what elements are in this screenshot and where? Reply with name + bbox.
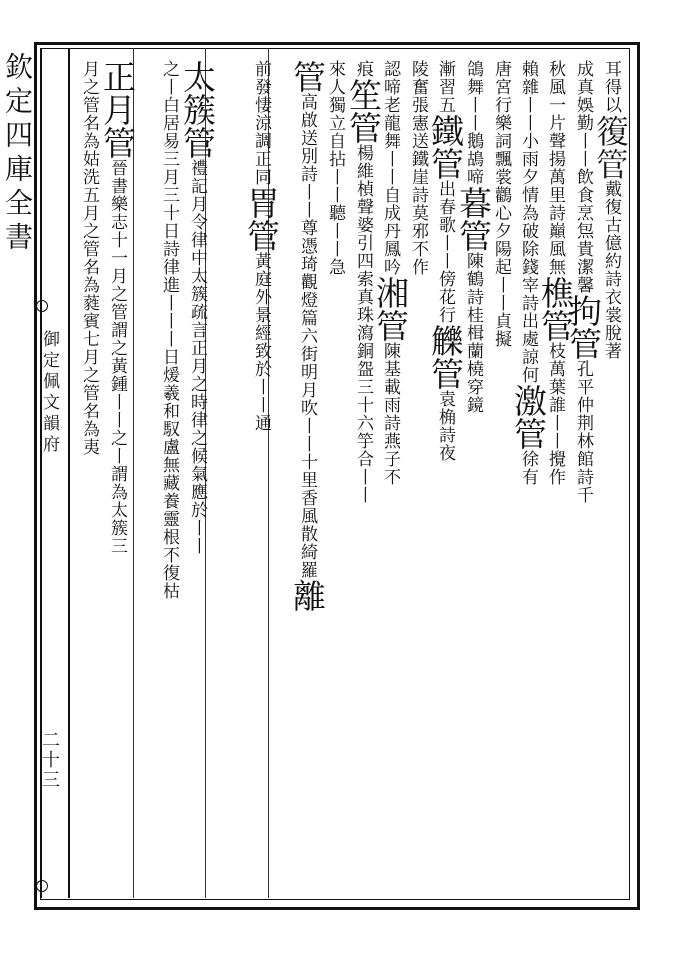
column-text: 張憲送鐵崖詩莫邪不作 <box>408 96 428 276</box>
column-text: 錢宰詩出處諒何 <box>518 258 538 384</box>
margin-title: 御定佩文韻府 <box>39 330 59 456</box>
headword: 鐵管 <box>426 114 465 180</box>
headword: 太簇管 <box>178 60 217 159</box>
column-text: 出春歌丨丨傍花行 <box>435 180 455 324</box>
headword: 𥳇管 <box>592 114 631 180</box>
column-text: 耳得以 <box>601 60 621 114</box>
column-text: 鴿舞丨丨鵝鴣啼 <box>463 60 483 186</box>
column-text: 貞擬 <box>491 312 511 348</box>
column-text: 枝萬葉誰丨丨攪作 <box>545 342 565 486</box>
column-divider <box>133 48 134 898</box>
column-text: 禮記月令律中太簇疏言正月之時律之候氣應於丨丨 <box>187 159 207 555</box>
text-column <box>178 60 217 555</box>
column-text: 心夕陽起丨丨 <box>491 204 511 312</box>
text-column <box>242 60 281 432</box>
fold-mark-bottom <box>36 880 48 892</box>
column-text: 秋風一片聲揚萬里詩巔風無 <box>545 60 565 276</box>
text-column <box>98 60 137 555</box>
column-text: 勤丨丨飲食烹炰貴潔馨 <box>573 114 593 294</box>
text-column <box>426 60 465 462</box>
headword: 胃管 <box>242 186 281 252</box>
headword: 離 <box>288 579 327 612</box>
text-column <box>403 60 433 276</box>
column-text: 之丨白居易三月三十日詩律進丨丨丨日煖羲和馭 <box>159 60 179 438</box>
column-text: 袁桷詩夜 <box>435 390 455 462</box>
column-text: 認啼 <box>380 60 400 96</box>
column-text: 唐宮行樂詞飄裳鸛 <box>491 60 511 204</box>
text-column <box>344 60 383 504</box>
headword: 樵管 <box>536 276 575 342</box>
headword: 觻管 <box>426 324 465 390</box>
headword: 激管 <box>509 384 548 450</box>
column-text: 憑琦觀燈篇六街明月吹丨丨十里香風散綺羅 <box>297 237 317 579</box>
text-column <box>509 60 548 486</box>
headword: 管 <box>288 60 327 93</box>
column-text: 陳鶴詩桂楫蘭橈穿鏡 <box>463 252 483 414</box>
column-text: 陵奮 <box>408 60 428 96</box>
folio-number: 二十三 <box>39 730 60 790</box>
column-text: 陳基載雨詩燕子不 <box>380 342 400 486</box>
column-text: 來人獨立自拈丨丨 <box>325 60 345 204</box>
headword: 拘管 <box>564 294 603 360</box>
column-text: 賴雜丨丨小雨夕情為破除 <box>518 60 538 258</box>
column-text: 老龍舞丨丨自成丹鳳吟 <box>380 96 400 276</box>
fold-mark-top <box>36 300 48 312</box>
column-text: 徐有 <box>518 450 538 486</box>
column-text: 晉書樂志十一月之管謂之黃鍾丨丨之丨謂為太簇三 <box>107 159 127 555</box>
column-text: 成真娛 <box>573 60 593 114</box>
fold-line-right <box>68 48 70 898</box>
text-column <box>288 60 327 612</box>
book-title: 欽定四庫全書 <box>1 52 34 256</box>
column-text: 黃庭外景經致於丨丨通 <box>251 252 271 432</box>
column-text: 前發悽涼調正同 <box>251 60 271 186</box>
column-text: 痕 <box>353 60 373 78</box>
text-column <box>154 60 184 600</box>
column-text: 楊維楨聲婆引四索真珠瀉銅盌三十六竽合丨丨 <box>353 144 373 504</box>
headword: 暮管 <box>454 186 493 252</box>
column-text: 聽丨丨急 <box>325 204 345 276</box>
headword: 笙管 <box>344 78 383 144</box>
column-text: 孔平仲荆林館詩千 <box>573 360 593 504</box>
column-text: 月之管名為姑洗五月之管名為蕤賓七月之管名為夷 <box>79 60 99 456</box>
column-text: 盧無藏養靈根不復枯 <box>159 438 179 600</box>
column-text: 戴復古億約詩衣裳脫著 <box>601 180 621 360</box>
headword: 正月管 <box>98 60 137 159</box>
column-text: 漸習五 <box>435 60 455 114</box>
text-column <box>74 60 104 456</box>
headword: 湘管 <box>371 276 410 342</box>
column-text: 高啟送別詩丨丨尊 <box>297 93 317 237</box>
